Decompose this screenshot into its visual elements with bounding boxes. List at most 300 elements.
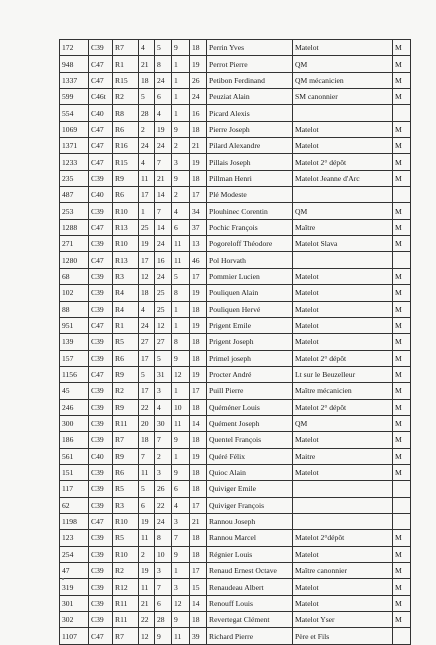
table-row [60, 350, 411, 366]
rank-cell [293, 187, 393, 203]
id-cell: 102 [60, 285, 89, 301]
c-cell: C47 [89, 154, 113, 170]
table-row [60, 56, 411, 72]
status-cell: M [393, 56, 411, 72]
status-cell: M [393, 366, 411, 382]
id-cell: 235 [60, 170, 89, 186]
n3-cell: 11 [172, 236, 190, 252]
n1-cell: 4 [139, 154, 155, 170]
status-cell: M [393, 317, 411, 333]
status-cell [393, 187, 411, 203]
n1-cell: 5 [139, 481, 155, 497]
id-cell: 1337 [60, 72, 89, 88]
n4-cell: 18 [190, 546, 207, 562]
rank-cell [293, 513, 393, 529]
table-row [60, 334, 411, 350]
id-cell: 47 [60, 563, 89, 579]
n4-cell: 39 [190, 628, 207, 644]
status-cell: M [393, 612, 411, 628]
n3-cell: 11 [172, 252, 190, 268]
table-row [60, 383, 411, 399]
n4-cell: 46 [190, 252, 207, 268]
c-cell: C39 [89, 432, 113, 448]
table-row [60, 563, 411, 579]
status-cell: M [393, 432, 411, 448]
status-cell: M [393, 89, 411, 105]
name-cell: Quéré Félix [207, 448, 293, 464]
rank-cell: Père et Fils [293, 628, 393, 644]
name-cell: Petibon Ferdinand [207, 72, 293, 88]
c-cell: C39 [89, 170, 113, 186]
n2-cell: 7 [155, 154, 172, 170]
c-cell: C39 [89, 399, 113, 415]
c-cell: C47 [89, 513, 113, 529]
status-cell: M [393, 399, 411, 415]
status-cell: M [393, 285, 411, 301]
c-cell: C39 [89, 464, 113, 480]
status-cell: M [393, 530, 411, 546]
name-cell: Rannou Joseph [207, 513, 293, 529]
rank-cell [293, 481, 393, 497]
n4-cell: 17 [190, 497, 207, 513]
table-row [60, 530, 411, 546]
table-row [60, 432, 411, 448]
table-row [60, 268, 411, 284]
r-cell: R16 [113, 138, 139, 154]
n4-cell: 18 [190, 399, 207, 415]
n2-cell: 3 [155, 563, 172, 579]
table-row [60, 285, 411, 301]
status-cell [393, 497, 411, 513]
n4-cell: 13 [190, 236, 207, 252]
r-cell: R9 [113, 448, 139, 464]
rank-cell: Matelot Slava [293, 236, 393, 252]
name-cell: Plé Modeste [207, 187, 293, 203]
status-cell: M [393, 236, 411, 252]
n4-cell: 21 [190, 513, 207, 529]
id-cell: 1371 [60, 138, 89, 154]
status-cell: M [393, 301, 411, 317]
n3-cell: 2 [172, 187, 190, 203]
c-cell: C39 [89, 301, 113, 317]
c-cell: C39 [89, 285, 113, 301]
name-cell: Pouliquen Alain [207, 285, 293, 301]
n4-cell: 19 [190, 317, 207, 333]
name-cell: Quiviger François [207, 497, 293, 513]
table-row [60, 399, 411, 415]
id-cell: 186 [60, 432, 89, 448]
n3-cell: 1 [172, 56, 190, 72]
r-cell: R2 [113, 89, 139, 105]
n4-cell: 17 [190, 187, 207, 203]
n1-cell: 4 [139, 40, 155, 56]
r-cell: R5 [113, 481, 139, 497]
n1-cell: 11 [139, 579, 155, 595]
r-cell: R6 [113, 350, 139, 366]
n1-cell: 20 [139, 415, 155, 431]
c-cell: C39 [89, 268, 113, 284]
status-cell [393, 513, 411, 529]
table-row [60, 121, 411, 137]
name-cell: Rannou Marcel [207, 530, 293, 546]
n2-cell: 21 [155, 170, 172, 186]
rank-cell: QM mécanicien [293, 72, 393, 88]
c-cell: C46t [89, 89, 113, 105]
rank-cell: Matelot 2° dépôt [293, 154, 393, 170]
r-cell: R7 [113, 40, 139, 56]
name-cell: Quentel François [207, 432, 293, 448]
n2-cell: 24 [155, 72, 172, 88]
name-cell: Primel joseph [207, 350, 293, 366]
c-cell: C39 [89, 530, 113, 546]
n2-cell: 25 [155, 285, 172, 301]
status-cell: M [393, 595, 411, 611]
c-cell: C47 [89, 252, 113, 268]
c-cell: C39 [89, 563, 113, 579]
n1-cell: 27 [139, 334, 155, 350]
n2-cell: 24 [155, 236, 172, 252]
n2-cell: 16 [155, 252, 172, 268]
n4-cell: 14 [190, 595, 207, 611]
id-cell: 254 [60, 546, 89, 562]
r-cell: R1 [113, 56, 139, 72]
n2-cell: 26 [155, 481, 172, 497]
table-row [60, 72, 411, 88]
n4-cell: 17 [190, 563, 207, 579]
c-cell: C39 [89, 612, 113, 628]
name-cell: Quioc Alain [207, 464, 293, 480]
r-cell: R5 [113, 530, 139, 546]
status-cell: M [393, 350, 411, 366]
name-cell: Perrot Pierre [207, 56, 293, 72]
status-cell [393, 252, 411, 268]
table-row [60, 513, 411, 529]
r-cell: R11 [113, 612, 139, 628]
id-cell: 157 [60, 350, 89, 366]
status-cell: M [393, 415, 411, 431]
r-cell: R7 [113, 628, 139, 644]
rank-cell: Matelot 2°dépôt [293, 530, 393, 546]
c-cell: C39 [89, 40, 113, 56]
table-row [60, 579, 411, 595]
c-cell: C39 [89, 497, 113, 513]
table-row [60, 89, 411, 105]
n3-cell: 11 [172, 415, 190, 431]
n2-cell: 28 [155, 612, 172, 628]
rank-cell: Matelot 2° dépôt [293, 350, 393, 366]
n3-cell: 6 [172, 481, 190, 497]
name-cell: Picard Alexis [207, 105, 293, 121]
rank-cell: Matelot Yser [293, 612, 393, 628]
n2-cell: 6 [155, 595, 172, 611]
n3-cell: 7 [172, 530, 190, 546]
n4-cell: 19 [190, 366, 207, 382]
table-row [60, 154, 411, 170]
n1-cell: 5 [139, 89, 155, 105]
table-row [60, 366, 411, 382]
n3-cell: 5 [172, 268, 190, 284]
c-cell: C40 [89, 187, 113, 203]
id-cell: 1280 [60, 252, 89, 268]
n1-cell: 22 [139, 399, 155, 415]
name-cell: Pol Horvath [207, 252, 293, 268]
r-cell: R9 [113, 399, 139, 415]
c-cell: C39 [89, 579, 113, 595]
n3-cell: 3 [172, 154, 190, 170]
n2-cell: 31 [155, 366, 172, 382]
r-cell: R6 [113, 121, 139, 137]
id-cell: 62 [60, 497, 89, 513]
n1-cell: 11 [139, 530, 155, 546]
c-cell: C47 [89, 121, 113, 137]
id-cell: 948 [60, 56, 89, 72]
n4-cell: 18 [190, 612, 207, 628]
n2-cell: 3 [155, 383, 172, 399]
n1-cell: 24 [139, 317, 155, 333]
name-cell: Renaud Ernest Octave [207, 563, 293, 579]
rank-cell: Maître mécanicien [293, 383, 393, 399]
n3-cell: 9 [172, 546, 190, 562]
table-row [60, 203, 411, 219]
id-cell: 302 [60, 612, 89, 628]
n3-cell: 1 [172, 72, 190, 88]
n1-cell: 12 [139, 268, 155, 284]
n4-cell: 18 [190, 464, 207, 480]
id-cell: 139 [60, 334, 89, 350]
c-cell: C39 [89, 203, 113, 219]
rank-cell: Matelot [293, 121, 393, 137]
n4-cell: 18 [190, 432, 207, 448]
c-cell: C47 [89, 628, 113, 644]
n3-cell: 2 [172, 138, 190, 154]
c-cell: C47 [89, 366, 113, 382]
n2-cell: 14 [155, 187, 172, 203]
rank-cell: Maître [293, 219, 393, 235]
r-cell: R10 [113, 236, 139, 252]
r-cell: R15 [113, 72, 139, 88]
n3-cell: 1 [172, 89, 190, 105]
n3-cell: 6 [172, 219, 190, 235]
n2-cell: 22 [155, 497, 172, 513]
table-row [60, 415, 411, 431]
n2-cell: 2 [155, 448, 172, 464]
rank-cell [293, 105, 393, 121]
name-cell: Puill Pierre [207, 383, 293, 399]
status-cell: M [393, 579, 411, 595]
name-cell: Quément Joseph [207, 415, 293, 431]
status-cell: M [393, 268, 411, 284]
c-cell: C39 [89, 383, 113, 399]
n1-cell: 11 [139, 170, 155, 186]
rank-cell: Matelot Jeanne d'Arc [293, 170, 393, 186]
r-cell: R10 [113, 203, 139, 219]
rank-cell: Matelot [293, 40, 393, 56]
id-cell: 300 [60, 415, 89, 431]
c-cell: C39 [89, 350, 113, 366]
rank-cell [293, 497, 393, 513]
name-cell: Prigent Joseph [207, 334, 293, 350]
n3-cell: 9 [172, 612, 190, 628]
status-cell: M [393, 448, 411, 464]
rank-cell: Lt sur le Beuzelleur [293, 366, 393, 382]
name-cell: Peuziat Alain [207, 89, 293, 105]
status-cell: M [393, 203, 411, 219]
n3-cell: 9 [172, 40, 190, 56]
name-cell: Pilard Alexandre [207, 138, 293, 154]
n1-cell: 21 [139, 595, 155, 611]
table-row [60, 317, 411, 333]
n3-cell: 12 [172, 595, 190, 611]
c-cell: C47 [89, 56, 113, 72]
table-row [60, 628, 411, 644]
n2-cell: 3 [155, 464, 172, 480]
r-cell: R13 [113, 252, 139, 268]
rank-cell: Matelot [293, 285, 393, 301]
r-cell: R10 [113, 546, 139, 562]
status-cell: M [393, 464, 411, 480]
n2-cell: 7 [155, 432, 172, 448]
n4-cell: 18 [190, 334, 207, 350]
r-cell: R1 [113, 317, 139, 333]
n1-cell: 19 [139, 513, 155, 529]
id-cell: 1156 [60, 366, 89, 382]
n1-cell: 17 [139, 350, 155, 366]
table-row [60, 236, 411, 252]
n4-cell: 14 [190, 415, 207, 431]
n4-cell: 18 [190, 40, 207, 56]
id-cell: 951 [60, 317, 89, 333]
c-cell: C47 [89, 317, 113, 333]
id-cell: 487 [60, 187, 89, 203]
n1-cell: 19 [139, 563, 155, 579]
n1-cell: 17 [139, 252, 155, 268]
n2-cell: 24 [155, 513, 172, 529]
n3-cell: 1 [172, 105, 190, 121]
c-cell: C40 [89, 448, 113, 464]
n2-cell: 19 [155, 121, 172, 137]
name-cell: Renaudeau Albert [207, 579, 293, 595]
rank-cell: Matelot [293, 579, 393, 595]
name-cell: Pogoreloff Théodore [207, 236, 293, 252]
c-cell: C39 [89, 595, 113, 611]
n2-cell: 6 [155, 89, 172, 105]
table-row [60, 105, 411, 121]
n1-cell: 18 [139, 432, 155, 448]
c-cell: C39 [89, 546, 113, 562]
n1-cell: 24 [139, 138, 155, 154]
n1-cell: 21 [139, 56, 155, 72]
table-row [60, 464, 411, 480]
n4-cell: 21 [190, 138, 207, 154]
r-cell: R9 [113, 366, 139, 382]
rank-cell: Matelot [293, 432, 393, 448]
rank-cell: Matelot [293, 334, 393, 350]
r-cell: R7 [113, 432, 139, 448]
r-cell: R2 [113, 383, 139, 399]
name-cell: Quiviger Emile [207, 481, 293, 497]
name-cell: Perrin Yves [207, 40, 293, 56]
table-row [60, 170, 411, 186]
n1-cell: 7 [139, 448, 155, 464]
table-row [60, 481, 411, 497]
rank-cell: Matelot [293, 301, 393, 317]
table-row [60, 595, 411, 611]
n4-cell: 19 [190, 154, 207, 170]
id-cell: 319 [60, 579, 89, 595]
n3-cell: 9 [172, 121, 190, 137]
n3-cell: 12 [172, 366, 190, 382]
id-cell: 271 [60, 236, 89, 252]
table-row [60, 219, 411, 235]
status-cell [393, 481, 411, 497]
n4-cell: 19 [190, 56, 207, 72]
r-cell: R5 [113, 334, 139, 350]
r-cell: R4 [113, 301, 139, 317]
r-cell: R8 [113, 105, 139, 121]
id-cell: 172 [60, 40, 89, 56]
r-cell: R9 [113, 170, 139, 186]
id-cell: 1233 [60, 154, 89, 170]
status-cell: M [393, 154, 411, 170]
n4-cell: 18 [190, 530, 207, 546]
roster-body [60, 40, 411, 645]
rank-cell: Matelot [293, 317, 393, 333]
n4-cell: 16 [190, 105, 207, 121]
status-cell: M [393, 170, 411, 186]
name-cell: Régnier Louis [207, 546, 293, 562]
n3-cell: 9 [172, 432, 190, 448]
table-row [60, 187, 411, 203]
r-cell: R3 [113, 497, 139, 513]
table-row [60, 252, 411, 268]
r-cell: R12 [113, 579, 139, 595]
n2-cell: 14 [155, 219, 172, 235]
n2-cell: 24 [155, 268, 172, 284]
r-cell: R4 [113, 285, 139, 301]
status-cell: M [393, 383, 411, 399]
status-cell: M [393, 563, 411, 579]
n2-cell: 4 [155, 105, 172, 121]
n4-cell: 24 [190, 89, 207, 105]
id-cell: 554 [60, 105, 89, 121]
n3-cell: 9 [172, 170, 190, 186]
n3-cell: 9 [172, 464, 190, 480]
name-cell: Richard Pierre [207, 628, 293, 644]
n3-cell: 1 [172, 301, 190, 317]
n4-cell: 15 [190, 579, 207, 595]
n1-cell: 19 [139, 236, 155, 252]
scan-speck [62, 578, 64, 580]
n3-cell: 8 [172, 285, 190, 301]
status-cell [393, 628, 411, 644]
name-cell: Pillais Joseph [207, 154, 293, 170]
status-cell: M [393, 138, 411, 154]
id-cell: 253 [60, 203, 89, 219]
rank-cell: Matelot [293, 464, 393, 480]
n3-cell: 3 [172, 579, 190, 595]
id-cell: 1069 [60, 121, 89, 137]
name-cell: Renouff Louis [207, 595, 293, 611]
n4-cell: 37 [190, 219, 207, 235]
name-cell: Revertegat Clément [207, 612, 293, 628]
id-cell: 45 [60, 383, 89, 399]
c-cell: C39 [89, 481, 113, 497]
n2-cell: 7 [155, 579, 172, 595]
id-cell: 1198 [60, 513, 89, 529]
n2-cell: 27 [155, 334, 172, 350]
r-cell: R3 [113, 268, 139, 284]
r-cell: R2 [113, 563, 139, 579]
